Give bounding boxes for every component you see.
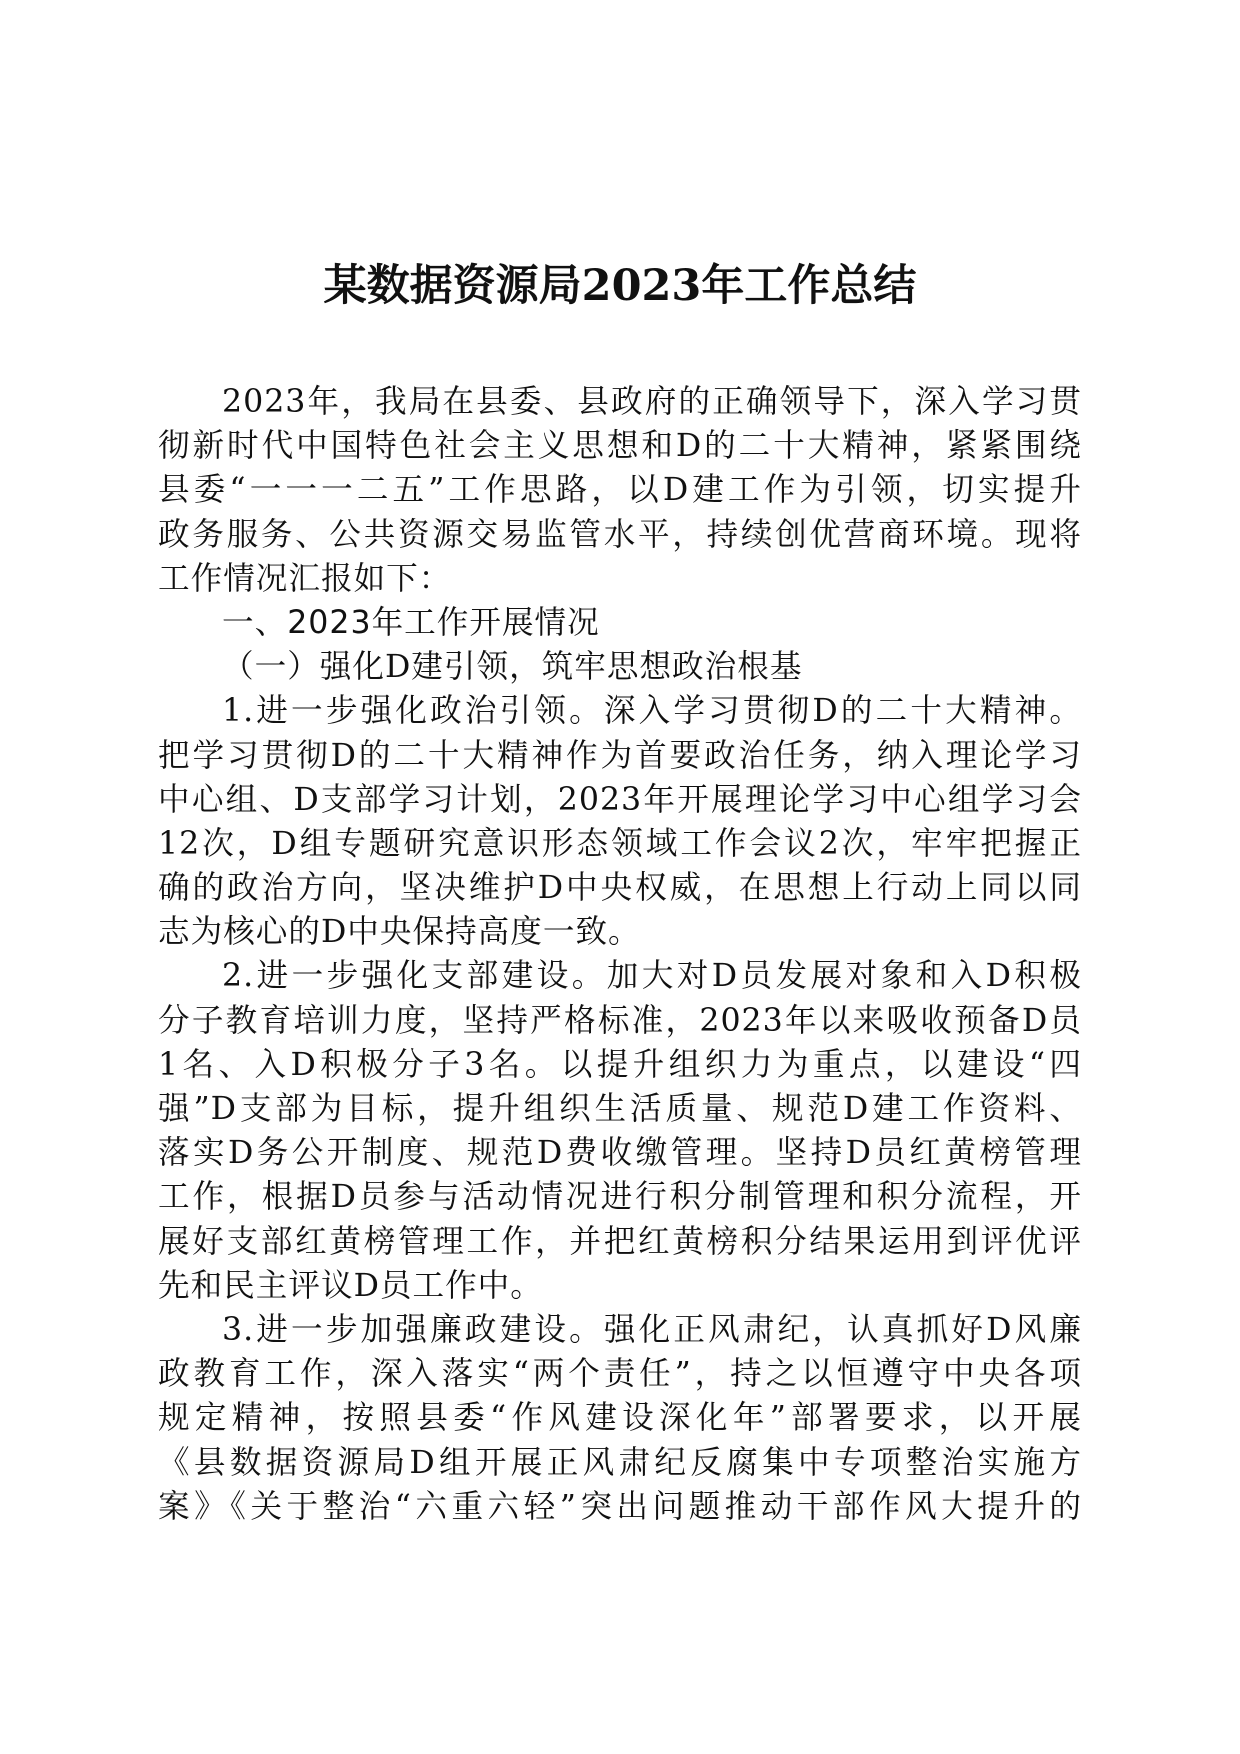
paragraph-line: 强”D支部为目标，提升组织生活质量、规范D建工作资料、 [158, 1091, 1082, 1127]
paragraph-line: 中心组、D支部学习计划，2023年开展理论学习中心组学习会 [158, 781, 1082, 818]
paragraph-line: 案》《关于整治“六重六轻”突出问题推动干部作风大提升的 [158, 1488, 1082, 1525]
paragraph-line: 工作，根据D员参与活动情况进行积分制管理和积分流程，开 [158, 1179, 1082, 1216]
paragraph-line: 政教育工作，深入落实“两个责任”，持之以恒遵守中央各项 [158, 1356, 1082, 1393]
paragraph-line: 把学习贯彻D的二十大精神作为首要政治任务，纳入理论学习 [158, 737, 1082, 774]
paragraph-line: 志为核心的D中央保持高度一致。 [158, 914, 641, 951]
paragraph-line: 1名、入D积极分子3名。以提升组织力为重点，以建设“四 [158, 1046, 1082, 1083]
intro-paragraph-line: 县委“一一一二五”工作思路，以D建工作为引领，切实提升 [158, 472, 1082, 509]
paragraph-line: 先和民主评议D员工作中。 [158, 1267, 543, 1304]
paragraph-line: 规定精神，按照县委“作风建设深化年”部署要求，以开展 [158, 1400, 1082, 1437]
document-body [158, 380, 1082, 1529]
paragraph-line: 展好支部红黄榜管理工作，并把红黄榜积分结果运用到评优评 [158, 1223, 1082, 1260]
paragraph-line: 1.进一步强化政治引领。深入学习贯彻D的二十大精神。 [222, 693, 1082, 730]
paragraph-line: 落实D务公开制度、规范D费收缴管理。坚持D员红黄榜管理 [158, 1135, 1082, 1172]
intro-paragraph-line: 2023年，我局在县委、县政府的正确领导下，深入学习贯 [222, 384, 1082, 420]
paragraph-line: 分子教育培训力度，坚持严格标准，2023年以来吸收预备D员 [158, 1002, 1082, 1039]
intro-paragraph-line: 彻新时代中国特色社会主义思想和D的二十大精神，紧紧围绕 [158, 428, 1082, 465]
subsection-heading: （一）强化D建引领，筑牢思想政治根基 [222, 649, 803, 686]
intro-paragraph-line: 政务服务、公共资源交易监管水平，持续创优营商环境。现将 [158, 516, 1082, 553]
section-heading: 一、2023年工作开展情况 [222, 604, 600, 641]
intro-paragraph-line: 工作情况汇报如下： [158, 560, 452, 597]
paragraph-line: 《县数据资源局D组开展正风肃纪反腐集中专项整治实施方 [158, 1444, 1082, 1481]
document-title: 某数据资源局2023年工作总结 [323, 261, 917, 311]
paragraph-line: 确的政治方向，坚决维护D中央权威，在思想上行动上同以同 [158, 870, 1082, 907]
paragraph-line: 12次，D组专题研究意识形态领域工作会议2次，牢牢把握正 [158, 825, 1082, 862]
paragraph-line: 2.进一步强化支部建设。加大对D员发展对象和入D积极 [222, 958, 1082, 995]
paragraph-line: 3.进一步加强廉政建设。强化正风肃纪，认真抓好D风廉 [222, 1311, 1082, 1348]
